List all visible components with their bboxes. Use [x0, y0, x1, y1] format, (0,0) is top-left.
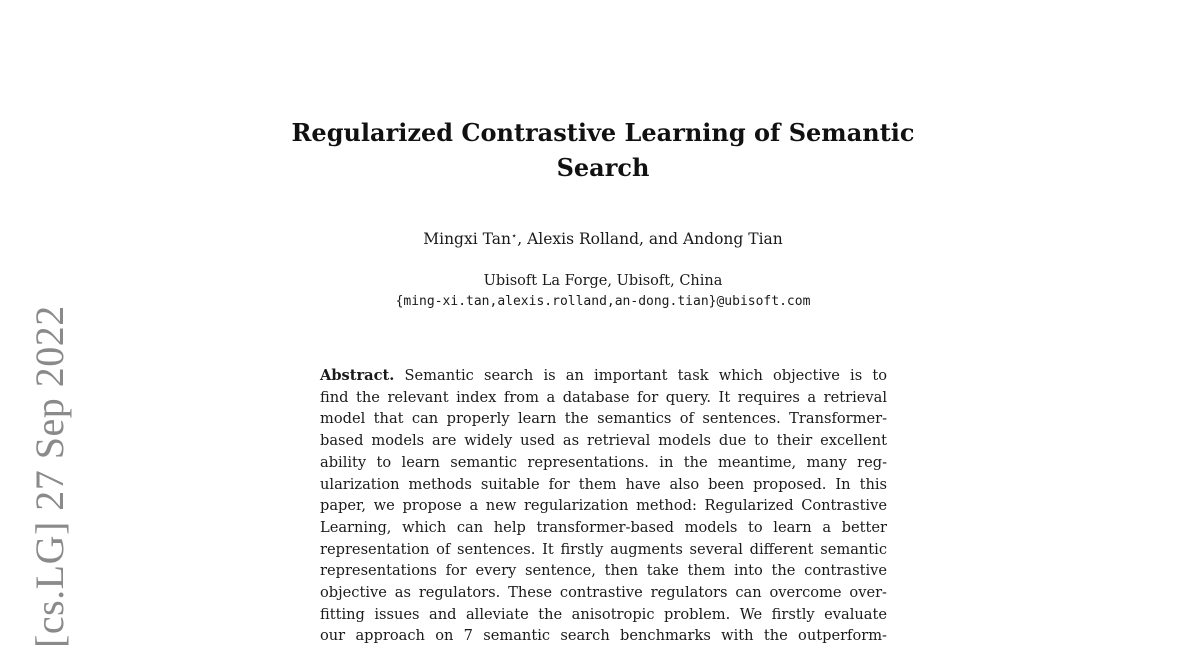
abstract-line	[320, 365, 887, 387]
author-first: Mingxi Tan	[423, 230, 511, 248]
author-list	[250, 229, 956, 249]
abstract-line: ability to learn semantic representations. in the meantime, many reg-	[320, 453, 887, 471]
author-emails: {ming-xi.tan,alexis.rolland,an-dong.tian}@ubisoft.com	[395, 294, 811, 309]
abstract-first-line-text: Semantic search is an important task which objective is to	[404, 367, 888, 384]
abstract-line: based models are widely used as retrieval models due to their excellent	[320, 432, 887, 450]
abstract-line: ularization methods suitable for them have also been proposed. In this	[320, 475, 887, 493]
corresponding-author-marker: ⋆	[510, 231, 518, 242]
title-line-1: Regularized Contrastive Learning of Semantic	[291, 118, 915, 147]
abstract-line: fitting issues and alleviate the anisotropic problem. We firstly evaluate	[320, 605, 887, 623]
abstract-label: Abstract.	[320, 367, 395, 384]
arxiv-side-stamp: [cs.LG] 27 Sep 2022	[27, 305, 72, 648]
abstract-line: objective as regulators. These contrastive regulators can overcome over-	[320, 584, 887, 602]
paper-title	[250, 115, 956, 185]
title-line-2: Search	[556, 153, 650, 182]
abstract-line: our approach on 7 semantic search benchmarks with the outperform-	[320, 627, 887, 645]
abstract-line: find the relevant index from a database for query. It requires a retrieval	[320, 388, 887, 406]
abstract-line: paper, we propose a new regularization method: Regularized Contrastive	[320, 497, 887, 515]
abstract-line: model that can properly learn the semantics of sentences. Transformer-	[320, 410, 887, 428]
abstract-line: representation of sentences. It firstly augments several different semantic	[320, 540, 887, 558]
affiliation: Ubisoft La Forge, Ubisoft, China	[483, 273, 723, 289]
author-rest: , Alexis Rolland, and Andong Tian	[517, 230, 783, 248]
abstract-line: Learning, which can help transformer-based models to learn a better	[320, 518, 887, 536]
abstract	[320, 365, 887, 647]
abstract-line: representations for every sentence, then take them into the contrastive	[320, 562, 887, 580]
